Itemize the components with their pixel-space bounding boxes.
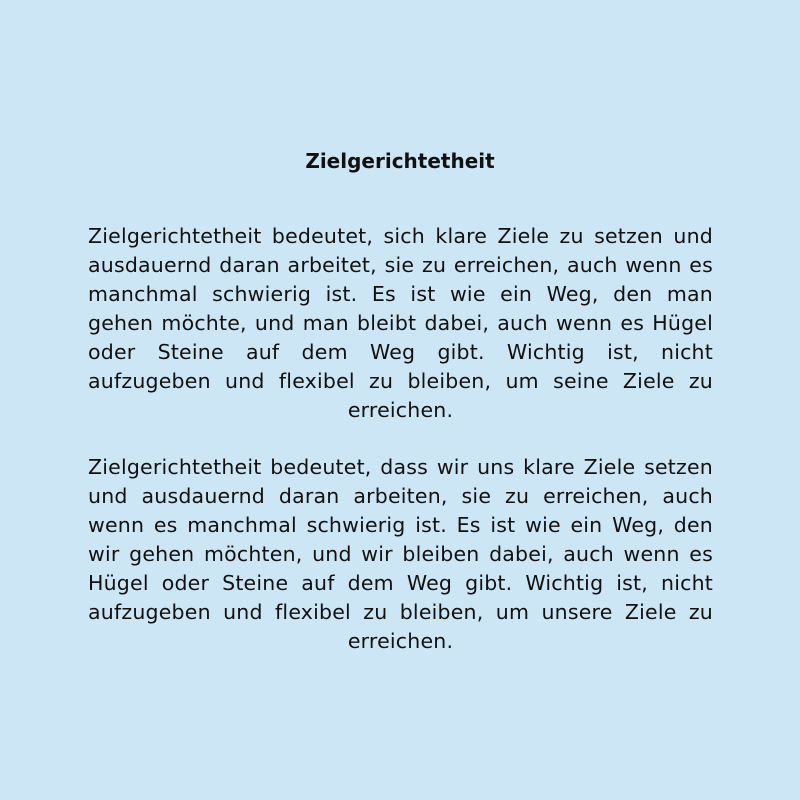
- document-title: Zielgerichtetheit: [305, 149, 495, 173]
- paragraph-1: Zielgerichtetheit bedeutet, sich klare Ziele zu setzen und ausdauernd daran arbeitet, sie zu erreichen, auch wenn es manchmal schwierig ist. Es ist wie ein Weg, den man gehen möchte, und man bleibt dabei, auch wenn es Hügel oder Steine auf dem Weg gibt. Wichtig ist, nicht aufzugeben und flexibel zu bleiben, um seine Ziele zu erreichen.: [88, 224, 713, 422]
- paragraph-2: Zielgerichtetheit bedeutet, dass wir uns klare Ziele setzen und ausdauernd daran arbeiten, sie zu erreichen, auch wenn es manchmal schwierig ist. Es ist wie ein Weg, den wir gehen möchten, und wir bleiben dabei, auch wenn es Hügel oder Steine auf dem Weg gibt. Wichtig ist, nicht aufzugeben und flexibel zu bleiben, um unsere Ziele zu erreichen.: [88, 455, 713, 653]
